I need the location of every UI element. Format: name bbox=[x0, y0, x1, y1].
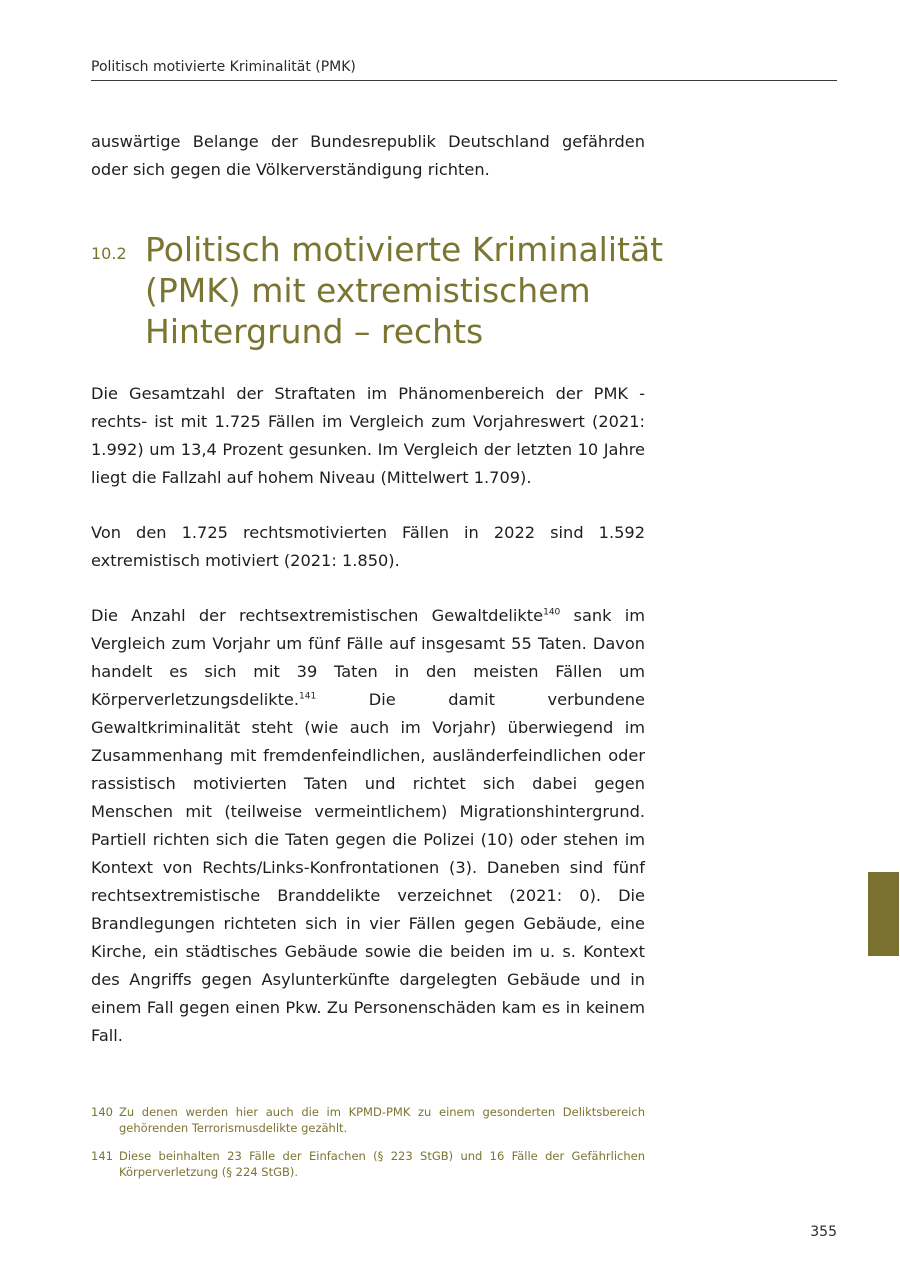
footnotes bbox=[91, 1104, 645, 1192]
footnote-140 bbox=[91, 1104, 645, 1136]
paragraph-1 bbox=[91, 380, 645, 492]
section-title: Politisch motivierte Kriminalität (PMK) mit extremistischem Hintergrund – rechts bbox=[145, 230, 664, 351]
intro-text: auswärtige Belange der Bundesrepublik Deutschland gefährden oder sich gegen die Völkerverständigung richten. bbox=[91, 132, 645, 179]
footnote-141 bbox=[91, 1148, 645, 1180]
footnote-ref-141[interactable]: 141 bbox=[299, 691, 317, 702]
chapter-side-tab bbox=[868, 872, 899, 956]
running-title: Politisch motivierte Kriminalität (PMK) bbox=[91, 59, 356, 75]
intro-paragraph bbox=[91, 128, 645, 184]
page-number: 355 bbox=[810, 1224, 837, 1240]
footnote-text: Zu denen werden hier auch die im KPMD-PMK zu einem gesonderten Deliktsbereich gehörenden Terrorismusdelikte gezählt. bbox=[119, 1105, 645, 1135]
footnote-ref-140[interactable]: 140 bbox=[543, 607, 561, 618]
paragraph-2 bbox=[91, 519, 645, 575]
paragraph-2-text: Von den 1.725 rechtsmotivierten Fällen in 2022 sind 1.592 extremistisch motiviert (2021: 1.850). bbox=[91, 523, 645, 570]
paragraph-3-part-a: Die Anzahl der rechtsextremistischen Gewaltdelikte bbox=[91, 606, 544, 625]
section-number: 10.2 bbox=[91, 244, 127, 263]
footnote-text: Diese beinhalten 23 Fälle der Einfachen (§ 223 StGB) und 16 Fälle der Gefährlichen Körperverletzung (§ 224 StGB). bbox=[119, 1149, 645, 1179]
paragraph-3-text bbox=[91, 602, 645, 1050]
running-header bbox=[91, 58, 837, 81]
paragraph-3-part-c: Die damit verbundene Gewaltkriminalität steht (wie auch im Vorjahr) überwiegend im Zusammenhang mit fremdenfeindlichen, ausländerfeindlichen oder rassistisch motivierten Taten und richtet sich dabei gegen Menschen mit (teilweise vermeintlichem) Migrationshintergrund. Partiell richten sich die Taten gegen die Polizei (10) oder stehen im Kontext von Rechts/Links-Konfrontationen (3). Daneben sind fünf rechtsextremistische Branddelikte verzeichnet (2021: 0). Die Brandlegungen richteten sich in vier Fällen gegen Gebäude, eine Kirche, ein städtisches Gebäude sowie die beiden im u. s. Kontext des Angriffs gegen Asylunterkünfte dargelegten Gebäude und in einem Fall gegen einen Pkw. Zu Personenschäden kam es in keinem Fall. bbox=[91, 690, 645, 1045]
paragraph-3-part-b: sank im Vergleich zum Vorjahr um fünf Fälle auf insgesamt 55 Taten. Davon handelt es sich mit 39 Taten in den meisten Fällen um Körperverletzungsdelikte. bbox=[91, 606, 646, 709]
footnote-number: 140 bbox=[91, 1105, 113, 1119]
footnote-number: 141 bbox=[91, 1149, 113, 1163]
paragraph-3 bbox=[91, 602, 645, 1050]
paragraph-1-text: Die Gesamtzahl der Straftaten im Phänomenbereich der PMK -rechts- ist mit 1.725 Fällen im Vergleich zum Vorjahreswert (2021: 1.992) um 13,4 Prozent gesunken. Im Vergleich der letzten 10 Jahre liegt die Fallzahl auf hohem Niveau (Mittelwert 1.709). bbox=[91, 384, 645, 487]
